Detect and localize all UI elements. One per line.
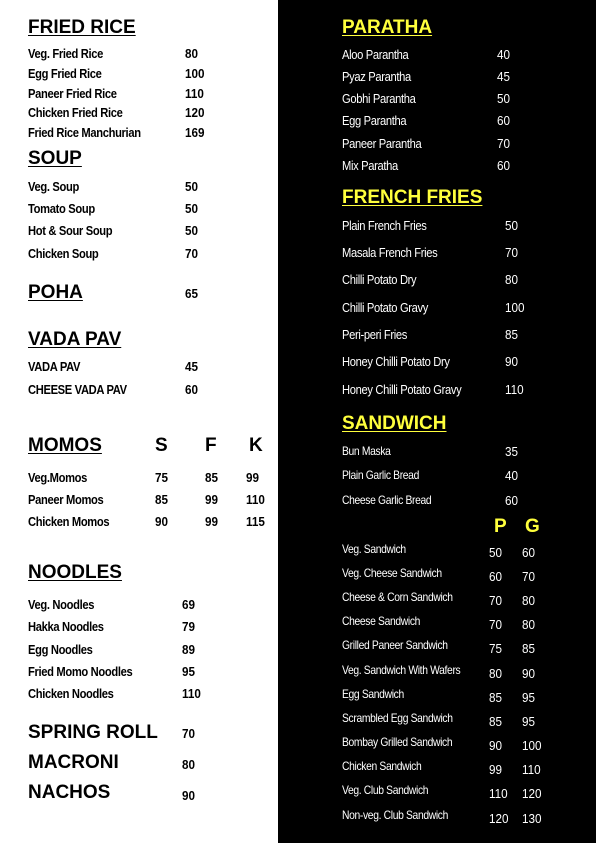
- list-item-name: Hakka Noodles: [28, 619, 104, 634]
- momos-item-price: 110: [246, 492, 265, 507]
- sandwich-item-name: Cheese Sandwich: [342, 614, 421, 628]
- sandwich-item-price-p: 80: [489, 666, 503, 681]
- list-item-name: Hot & Sour Soup: [28, 223, 113, 238]
- paratha-heading: PARATHA: [342, 17, 433, 38]
- list-item-name: Plain French Fries: [342, 218, 427, 233]
- list-item-price: 50: [505, 218, 519, 233]
- sandwich-item-name: Cheese & Corn Sandwich: [342, 590, 453, 604]
- sandwich-item-price-p: 75: [489, 641, 503, 656]
- list-item-price: 89: [182, 642, 196, 657]
- momos-item-price: 85: [205, 470, 219, 485]
- list-item-name: Paneer Fried Rice: [28, 86, 117, 101]
- list-item-name: Veg. Fried Rice: [28, 46, 103, 61]
- list-item-price: 70: [497, 136, 511, 151]
- sandwich-item-price-p: 99: [489, 762, 503, 777]
- list-item-name: Chilli Potato Gravy: [342, 300, 429, 315]
- list-item-price: 80: [505, 272, 519, 287]
- list-item-name: Honey Chilli Potato Gravy: [342, 382, 462, 397]
- nachos-heading: NACHOS: [28, 782, 111, 803]
- momos-item-price: 115: [246, 514, 265, 529]
- sandwich-item-price-p: 60: [489, 569, 503, 584]
- list-item-price: 70: [505, 245, 519, 260]
- list-item-name: Peri-peri Fries: [342, 327, 408, 342]
- momos-col-s: S: [155, 435, 168, 456]
- momos-item-price: 75: [155, 470, 169, 485]
- sandwich-item-name: Veg. Club Sandwich: [342, 783, 429, 797]
- list-item-price: 80: [185, 46, 199, 61]
- list-item-name: Cheese Garlic Bread: [342, 493, 432, 507]
- list-item-price: 60: [505, 493, 519, 508]
- list-item-price: 110: [185, 86, 204, 101]
- list-item-name: VADA PAV: [28, 359, 81, 374]
- sandwich-item-price-p: 50: [489, 545, 503, 560]
- list-item-price: 60: [497, 113, 511, 128]
- list-item-price: 120: [185, 105, 205, 120]
- list-item-price: 110: [182, 686, 201, 701]
- list-item-price: 45: [497, 69, 511, 84]
- momos-item-price: 99: [246, 470, 260, 485]
- sandwich-item-price-g: 110: [522, 762, 541, 777]
- sandwich-item-price-g: 95: [522, 690, 536, 705]
- list-item-price: 60: [497, 158, 511, 173]
- sandwich-item-price-g: 90: [522, 666, 536, 681]
- sandwich-item-name: Grilled Paneer Sandwich: [342, 638, 448, 652]
- momos-col-k: K: [249, 435, 263, 456]
- sandwich-item-name: Scrambled Egg Sandwich: [342, 711, 453, 725]
- sandwich-col-p: P: [494, 516, 507, 537]
- list-item-price: 50: [497, 91, 511, 106]
- sandwich-item-price-g: 80: [522, 617, 536, 632]
- list-item-name: Egg Noodles: [28, 642, 93, 657]
- list-item-name: Fried Momo Noodles: [28, 664, 133, 679]
- vada-pav-heading: VADA PAV: [28, 329, 122, 350]
- list-item-name: Tomato Soup: [28, 201, 95, 216]
- macroni-heading: MACRONI: [28, 752, 119, 773]
- list-item-price: 69: [182, 597, 196, 612]
- list-item-name: Aloo Parantha: [342, 47, 409, 62]
- list-item-price: 50: [185, 223, 199, 238]
- sandwich-item-price-g: 70: [522, 569, 536, 584]
- poha-price: 65: [185, 286, 199, 301]
- right-panel: [278, 0, 596, 843]
- momos-col-f: F: [205, 435, 217, 456]
- list-item-name: Gobhi Parantha: [342, 91, 416, 106]
- french-fries-heading: FRENCH FRIES: [342, 187, 483, 208]
- list-item-name: Veg. Soup: [28, 179, 79, 194]
- soup-heading: SOUP: [28, 148, 82, 169]
- nachos-price: 90: [182, 788, 196, 803]
- sandwich-heading: SANDWICH: [342, 413, 447, 434]
- left-panel: [0, 0, 278, 843]
- momos-item-name: Veg.Momos: [28, 470, 88, 485]
- sandwich-item-name: Veg. Sandwich With Wafers: [342, 663, 461, 677]
- list-item-name: Masala French Fries: [342, 245, 438, 260]
- list-item-name: Veg. Noodles: [28, 597, 95, 612]
- sandwich-item-price-p: 120: [489, 811, 509, 826]
- list-item-name: Pyaz Parantha: [342, 69, 411, 84]
- sandwich-item-price-g: 85: [522, 641, 536, 656]
- poha-heading: POHA: [28, 282, 83, 303]
- list-item-price: 40: [505, 468, 519, 483]
- list-item-price: 110: [505, 382, 524, 397]
- sandwich-item-price-p: 70: [489, 617, 503, 632]
- sandwich-item-price-p: 110: [489, 786, 508, 801]
- sandwich-item-name: Chicken Sandwich: [342, 759, 422, 773]
- list-item-name: Honey Chilli Potato Dry: [342, 354, 450, 369]
- list-item-name: Fried Rice Manchurian: [28, 125, 141, 140]
- sandwich-item-price-g: 60: [522, 545, 536, 560]
- list-item-name: Chicken Soup: [28, 246, 99, 261]
- sandwich-item-name: Bombay Grilled Sandwich: [342, 735, 453, 749]
- macroni-price: 80: [182, 757, 196, 772]
- sandwich-item-price-g: 120: [522, 786, 542, 801]
- spring-roll-heading: SPRING ROLL: [28, 722, 158, 743]
- list-item-price: 70: [185, 246, 199, 261]
- momos-item-price: 90: [155, 514, 169, 529]
- sandwich-item-price-g: 80: [522, 593, 536, 608]
- list-item-price: 50: [185, 179, 199, 194]
- sandwich-item-price-p: 85: [489, 714, 503, 729]
- list-item-price: 100: [505, 300, 525, 315]
- list-item-price: 40: [497, 47, 511, 62]
- sandwich-item-name: Veg. Sandwich: [342, 542, 406, 556]
- sandwich-item-price-g: 95: [522, 714, 536, 729]
- momos-item-price: 99: [205, 514, 219, 529]
- list-item-name: Chicken Noodles: [28, 686, 114, 701]
- sandwich-item-price-p: 85: [489, 690, 503, 705]
- sandwich-item-name: Egg Sandwich: [342, 687, 404, 701]
- sandwich-item-price-p: 70: [489, 593, 503, 608]
- list-item-name: Bun Maska: [342, 444, 391, 458]
- sandwich-col-g: G: [525, 516, 540, 537]
- list-item-price: 100: [185, 66, 205, 81]
- list-item-price: 79: [182, 619, 196, 634]
- list-item-price: 45: [185, 359, 199, 374]
- list-item-name: Paneer Parantha: [342, 136, 422, 151]
- list-item-price: 169: [185, 125, 205, 140]
- list-item-price: 90: [505, 354, 519, 369]
- sandwich-item-price-p: 90: [489, 738, 503, 753]
- noodles-heading: NOODLES: [28, 562, 122, 583]
- list-item-name: Chilli Potato Dry: [342, 272, 417, 287]
- momos-item-price: 85: [155, 492, 169, 507]
- list-item-price: 50: [185, 201, 199, 216]
- list-item-price: 85: [505, 327, 519, 342]
- list-item-price: 60: [185, 382, 199, 397]
- list-item-name: Chicken Fried Rice: [28, 105, 123, 120]
- momos-heading: MOMOS: [28, 435, 102, 456]
- momos-item-name: Chicken Momos: [28, 514, 110, 529]
- sandwich-item-name: Veg. Cheese Sandwich: [342, 566, 442, 580]
- spring-roll-price: 70: [182, 726, 196, 741]
- list-item-price: 35: [505, 444, 519, 459]
- list-item-name: CHEESE VADA PAV: [28, 382, 127, 397]
- sandwich-item-price-g: 100: [522, 738, 542, 753]
- fried-rice-heading: FRIED RICE: [28, 17, 136, 38]
- list-item-price: 95: [182, 664, 196, 679]
- sandwich-item-price-g: 130: [522, 811, 542, 826]
- list-item-name: Mix Paratha: [342, 158, 398, 173]
- list-item-name: Egg Parantha: [342, 113, 407, 128]
- list-item-name: Egg Fried Rice: [28, 66, 102, 81]
- momos-item-price: 99: [205, 492, 219, 507]
- list-item-name: Plain Garlic Bread: [342, 468, 419, 482]
- momos-item-name: Paneer Momos: [28, 492, 104, 507]
- sandwich-item-name: Non-veg. Club Sandwich: [342, 808, 449, 822]
